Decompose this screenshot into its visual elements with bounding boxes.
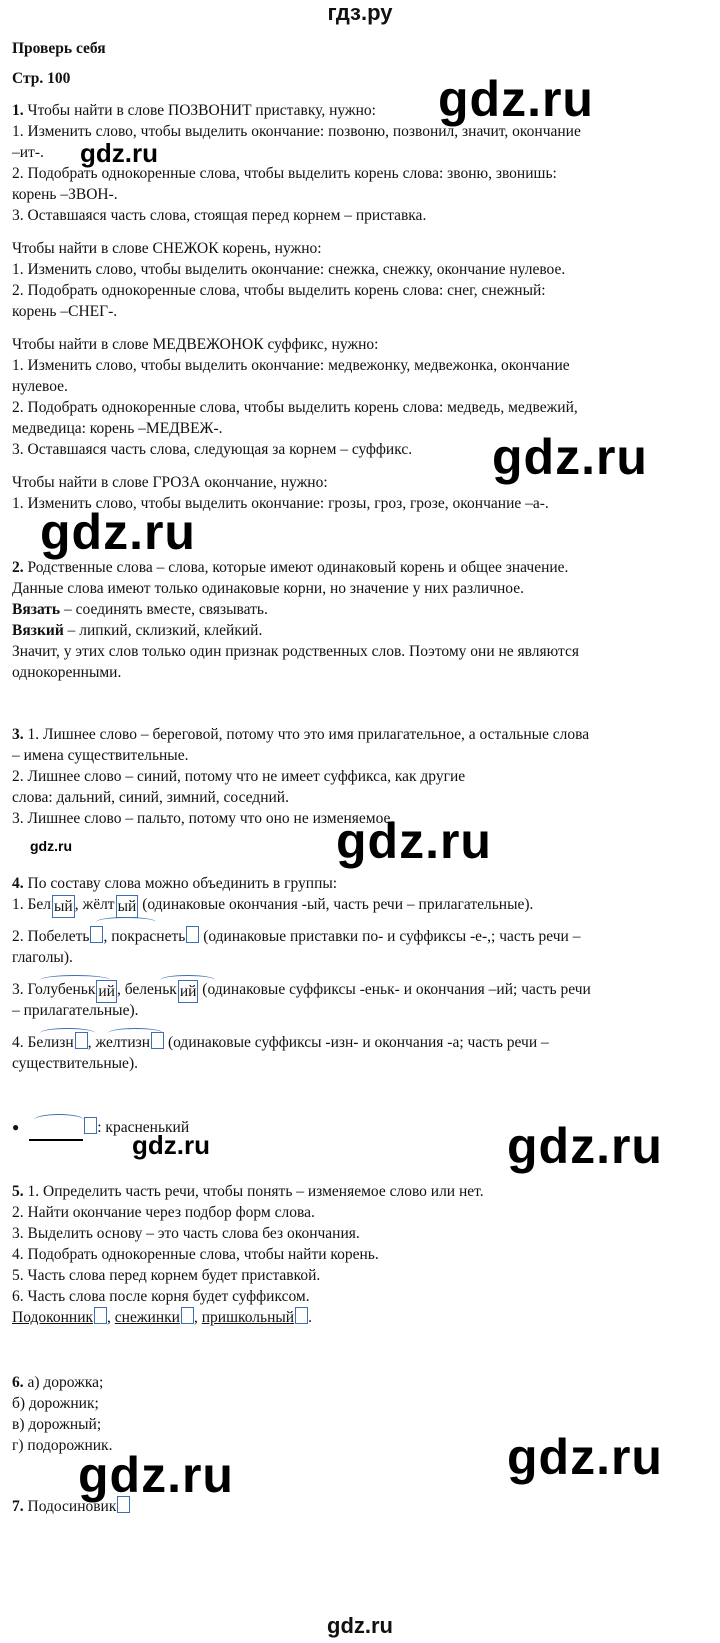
task1-line1: 1. Чтобы найти в слове ПОЗВОНИТ приставку, нужно:: [12, 102, 376, 119]
task3-line2: – имена существительные.: [12, 747, 189, 764]
task5-words: Подоконник , снежинки , пришкольный .: [12, 1309, 312, 1326]
task1-line15: медведица: корень –МЕДВЕЖ-.: [12, 420, 223, 437]
task3-line3: 2. Лишнее слово – синий, потому что не имеет суффикса, как другие: [12, 768, 466, 785]
scheme-line: ● : красненький: [12, 1117, 189, 1141]
task7-line: 7. Подосиновик: [12, 1496, 130, 1517]
task4-line1: 4. По составу слова можно объединить в группы:: [12, 875, 338, 892]
task2-line1: 2. Родственные слова – слова, которые имеют одинаковый корень и общее значение.: [12, 559, 569, 576]
task1-line10: корень –СНЕГ-.: [12, 303, 118, 320]
task1-line16: 3. Оставшаяся часть слова, следующая за корнем – суффикс.: [12, 441, 413, 458]
task6-number: 6.: [12, 1374, 24, 1391]
task1-line2: 1. Изменить слово, чтобы выделить окончание: позвоню, позвонил, значит, окончание: [12, 123, 581, 140]
task5-line3: 3. Выделить основу – это часть слова без окончания.: [12, 1225, 360, 1242]
watermark: gdz.ru: [438, 71, 594, 127]
task2-line4: Вязкий – липкий, склизкий, клейкий.: [12, 622, 263, 639]
task3-number: 3.: [12, 726, 24, 743]
task4-group4: 4. Белизн , желтизн (одинаковые суффиксы -изн- и окончания -а; часть речи –: [12, 1034, 549, 1051]
task1-line18: 1. Изменить слово, чтобы выделить окончание: грозы, гроз, грозе, окончание –а-.: [12, 495, 549, 512]
task6-line4: г) подорожник.: [12, 1437, 113, 1454]
watermark: gdz.ru: [80, 138, 158, 168]
task4-group3: 3. Голубеньк ий , беленьк ий (одинаковые суффиксы -еньк- и окончания –ий; часть речи: [12, 979, 591, 1003]
watermark: gdz.ru: [132, 1130, 210, 1160]
task4-group1: 1. Бел ый , жёлт ый (одинаковые окончания -ый, часть речи – прилагательные).: [12, 894, 533, 918]
watermark: gdz.ru: [492, 429, 648, 485]
word-vyazkiy: Вязкий: [12, 622, 64, 639]
task2-line2: Данные слова имеют только одинаковые корни, но значение у них различное.: [12, 580, 524, 597]
ending-box: [90, 926, 103, 943]
ending-box: ий: [96, 980, 117, 1003]
task5-line2: 2. Найти окончание через подбор форм слова.: [12, 1204, 315, 1221]
ending-box: [295, 1307, 308, 1324]
task1-line5: корень –ЗВОН-.: [12, 186, 118, 203]
task1-line3: –ит-.: [12, 144, 44, 161]
task5-line4: 4. Подобрать однокоренные слова, чтобы найти корень.: [12, 1246, 379, 1263]
task4-number: 4.: [12, 875, 24, 892]
task1-line14: 2. Подобрать однокоренные слова, чтобы выделить корень слова: медведь, медвежий,: [12, 399, 578, 416]
stem-underline: [29, 1118, 83, 1141]
task1-line8: 1. Изменить слово, чтобы выделить окончание: снежка, снежку, окончание нулевое.: [12, 261, 566, 278]
ending-box: [181, 1307, 194, 1324]
task6-line1: 6. а) дорожка;: [12, 1374, 104, 1391]
task6-line2: б) дорожник;: [12, 1395, 99, 1412]
watermark: gdz.ru: [30, 838, 72, 854]
suffix-arc-mark: [40, 1028, 95, 1033]
task2-line5: Значит, у этих слов только один признак родственных слов. Поэтому они не являются: [12, 643, 580, 660]
task1-line9: 2. Подобрать однокоренные слова, чтобы выделить корень слова: снег, снежный:: [12, 282, 546, 299]
task7-number: 7.: [12, 1498, 24, 1515]
task2-line6: однокоренными.: [12, 664, 122, 681]
task3-line5: 3. Лишнее слово – пальто, потому что оно не изменяемое.: [12, 810, 395, 827]
task1-line17: Чтобы найти в слове ГРОЗА окончание, нужно:: [12, 474, 328, 491]
task2-number: 2.: [12, 559, 24, 576]
task1-line11: Чтобы найти в слове МЕДВЕЖОНОК суффикс, нужно:: [12, 336, 379, 353]
task1-line4: 2. Подобрать однокоренные слова, чтобы выделить корень слова: звоню, звонишь:: [12, 165, 557, 182]
page-number: Стр. 100: [12, 70, 71, 87]
task4-group4-cont: существительные).: [12, 1055, 138, 1072]
watermark: gdz.ru: [40, 504, 196, 560]
watermark: gdz.ru: [507, 1429, 663, 1485]
suffix-arc-mark: [160, 975, 215, 980]
task1-line6: 3. Оставшаяся часть слова, стоящая перед корнем – приставка.: [12, 207, 427, 224]
task6-line3: в) дорожный;: [12, 1416, 102, 1433]
section-title: Проверь себя: [12, 40, 106, 57]
site-footer: gdz.ru: [327, 1613, 393, 1638]
site-header: гдз.ру: [327, 0, 393, 25]
task5-line6: 6. Часть слова после корня будет суффиксом.: [12, 1288, 310, 1305]
task1-line13: нулевое.: [12, 378, 68, 395]
ending-box: ый: [52, 895, 75, 918]
word-vyazat: Вязать: [12, 601, 61, 618]
task5-line5: 5. Часть слова перед корнем будет приставкой.: [12, 1267, 321, 1284]
watermark: gdz.ru: [507, 1118, 663, 1174]
task4-group2-cont: глаголы).: [12, 949, 73, 966]
ending-box: ий: [178, 980, 199, 1003]
task5-number: 5.: [12, 1183, 24, 1200]
suffix-arc-mark: [96, 917, 156, 922]
ending-box: [84, 1117, 97, 1134]
ending-box: [151, 1032, 164, 1049]
task3-line1: 3. 1. Лишнее слово – береговой, потому что это имя прилагательное, а остальные слова: [12, 726, 590, 743]
ending-box: [94, 1307, 107, 1324]
suffix-arc-mark: [34, 1114, 84, 1120]
bullet: ●: [12, 1120, 20, 1134]
watermark: gdz.ru: [78, 1447, 234, 1503]
watermark: gdz.ru: [336, 813, 492, 869]
task1-number: 1.: [12, 102, 24, 119]
task5-line1: 5. 1. Определить часть речи, чтобы понять – изменяемое слово или нет.: [12, 1183, 484, 1200]
task1-line12: 1. Изменить слово, чтобы выделить окончание: медвежонку, медвежонка, окончание: [12, 357, 570, 374]
suffix-arc-mark: [40, 975, 110, 980]
suffix-arc-mark: [108, 1028, 163, 1033]
task4-group2: 2. Побелеть , покраснеть (одинаковые приставки по- и суффиксы -е-,; часть речи –: [12, 928, 581, 945]
task2-line3: Вязать – соединять вместе, связывать.: [12, 601, 268, 618]
ending-box: [75, 1032, 88, 1049]
ending-box: ый: [116, 895, 139, 918]
task3-line4: слова: дальний, синий, зимний, соседний.: [12, 789, 289, 806]
task4-group3-cont: – прилагательные).: [12, 1002, 139, 1019]
task1-line7: Чтобы найти в слове СНЕЖОК корень, нужно:: [12, 240, 322, 257]
ending-box: [186, 926, 199, 943]
